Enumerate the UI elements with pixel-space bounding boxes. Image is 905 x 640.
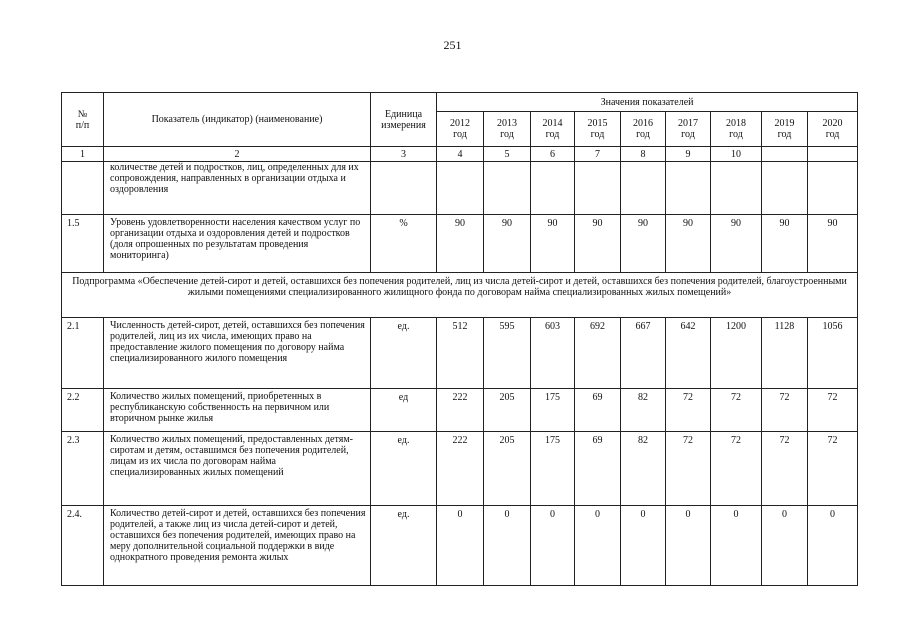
- row-number: 2.1: [62, 318, 104, 389]
- year-header: [762, 112, 808, 147]
- column-number: 4: [437, 147, 484, 162]
- column-number: 10: [711, 147, 762, 162]
- value-cell: 0: [484, 506, 531, 586]
- value-cell: 90: [762, 215, 808, 273]
- year-header: [666, 112, 711, 147]
- year-header: [621, 112, 666, 147]
- row-number: 2.4.: [62, 506, 104, 586]
- year-value: 2020: [822, 118, 843, 129]
- year-header: [531, 112, 575, 147]
- table-row: [62, 432, 858, 506]
- year-suffix: год: [729, 129, 743, 140]
- value-cell: 82: [621, 432, 666, 506]
- column-number: 6: [531, 147, 575, 162]
- year-header: [808, 112, 858, 147]
- value-cell: 692: [575, 318, 621, 389]
- row-number: 2.2: [62, 389, 104, 432]
- value-cell: 667: [621, 318, 666, 389]
- year-header: [575, 112, 621, 147]
- table-row: [62, 318, 858, 389]
- subprogram-row: [62, 273, 858, 318]
- year-value: 2019: [774, 118, 795, 129]
- year-suffix: год: [636, 129, 650, 140]
- value-cell: 90: [575, 215, 621, 273]
- unit-cell: ед: [371, 389, 437, 432]
- column-number: 2: [104, 147, 371, 162]
- value-cell: 90: [808, 215, 858, 273]
- value-cell: 222: [437, 389, 484, 432]
- indicators-table: [61, 92, 858, 586]
- column-number: 3: [371, 147, 437, 162]
- header-values: Значения показателей: [437, 93, 858, 112]
- table-row: [62, 389, 858, 432]
- year-header: [711, 112, 762, 147]
- column-number: 1: [62, 147, 104, 162]
- value-cell: 512: [437, 318, 484, 389]
- table-row: [62, 215, 858, 273]
- value-cell: 1200: [711, 318, 762, 389]
- column-number: 9: [666, 147, 711, 162]
- column-number: 7: [575, 147, 621, 162]
- value-cell: 0: [808, 506, 858, 586]
- subprogram-title: Подпрограмма «Обеспечение детей-сирот и детей, оставшихся без попечения родителей, лиц из числа детей-сирот и детей, оставшихся без попечения родителей, благоустроенными жилыми помещениями специализированного жилищного фонда по договорам найма специализированных жилых помещений»: [62, 273, 858, 318]
- value-cell: 72: [666, 432, 711, 506]
- page-number: 251: [443, 38, 462, 52]
- year-header: [437, 112, 484, 147]
- value-cell: 0: [762, 506, 808, 586]
- indicator-text: Количество жилых помещений, предоставленных детям-сиротам и детям, оставшимся без попечения родителей, лицам из их числа по договорам найма специализированных жилых помещений: [104, 432, 371, 506]
- value-cell: 90: [437, 215, 484, 273]
- value-cell: 90: [484, 215, 531, 273]
- header-unit: Единица измерения: [371, 93, 437, 147]
- value-cell: 205: [484, 432, 531, 506]
- column-number: [808, 147, 858, 162]
- value-cell: 72: [762, 432, 808, 506]
- year-suffix: год: [590, 129, 605, 140]
- value-cell: 0: [531, 506, 575, 586]
- unit-cell: ед.: [371, 506, 437, 586]
- indicator-text: Количество детей-сирот и детей, оставшихся без попечения родителей, а также лиц из числа детей-сирот и детей, оставшихся без попечения родителей, имеющих право на меру дополнительной социальной поддержки в виде однократного проведения ремонта жилых: [104, 506, 371, 586]
- column-number: 8: [621, 147, 666, 162]
- unit-cell: ед.: [371, 318, 437, 389]
- year-header: [484, 112, 531, 147]
- continuation-text: количестве детей и подростков, лиц, определенных для их сопровождения, направленных в организации отдыха и оздоровления: [104, 162, 371, 215]
- year-value: 2015: [587, 118, 608, 129]
- column-number: 5: [484, 147, 531, 162]
- value-cell: 595: [484, 318, 531, 389]
- header-num: № п/п: [62, 93, 104, 147]
- indicator-text: Численность детей-сирот, детей, оставшихся без попечения родителей, лиц из их числа, имеющих право на предоставление жилого помещения по договору найма специализированного жилого помещения: [104, 318, 371, 389]
- column-numbers-row: [62, 147, 858, 162]
- value-cell: 642: [666, 318, 711, 389]
- column-number: [762, 147, 808, 162]
- year-value: 2017: [678, 118, 698, 129]
- year-suffix: год: [500, 129, 514, 140]
- year-suffix: год: [681, 129, 695, 140]
- year-suffix: год: [453, 129, 467, 140]
- table-row: [62, 506, 858, 586]
- value-cell: 90: [531, 215, 575, 273]
- value-cell: 69: [575, 389, 621, 432]
- value-cell: 72: [762, 389, 808, 432]
- value-cell: 90: [666, 215, 711, 273]
- year-suffix: год: [825, 129, 840, 140]
- year-value: 2016: [633, 118, 653, 129]
- value-cell: 175: [531, 389, 575, 432]
- value-cell: 90: [621, 215, 666, 273]
- value-cell: 175: [531, 432, 575, 506]
- unit-cell: ед.: [371, 432, 437, 506]
- value-cell: 1056: [808, 318, 858, 389]
- value-cell: 90: [711, 215, 762, 273]
- value-cell: 72: [808, 389, 858, 432]
- value-cell: 0: [621, 506, 666, 586]
- value-cell: 72: [666, 389, 711, 432]
- row-number: 1.5: [62, 215, 104, 273]
- row-number: 2.3: [62, 432, 104, 506]
- value-cell: 72: [808, 432, 858, 506]
- value-cell: 0: [575, 506, 621, 586]
- value-cell: 0: [711, 506, 762, 586]
- year-value: 2013: [497, 118, 517, 129]
- unit-cell: %: [371, 215, 437, 273]
- year-value: 2012: [450, 118, 470, 129]
- indicator-text: Количество жилых помещений, приобретенных в республиканскую собственность на первичном или вторичном рынке жилья: [104, 389, 371, 432]
- value-cell: 603: [531, 318, 575, 389]
- year-value: 2014: [542, 118, 563, 129]
- value-cell: 69: [575, 432, 621, 506]
- value-cell: 82: [621, 389, 666, 432]
- year-suffix: год: [545, 129, 560, 140]
- value-cell: 205: [484, 389, 531, 432]
- value-cell: 222: [437, 432, 484, 506]
- year-suffix: год: [777, 129, 792, 140]
- value-cell: 0: [666, 506, 711, 586]
- value-cell: 1128: [762, 318, 808, 389]
- value-cell: 72: [711, 389, 762, 432]
- value-cell: 0: [437, 506, 484, 586]
- indicator-text: Уровень удовлетворенности населения качеством услуг по организации отдыха и оздоровления детей и подростков (доля опрошенных по результатам проведения мониторинга): [104, 215, 371, 273]
- value-cell: 72: [711, 432, 762, 506]
- header-indicator: Показатель (индикатор) (наименование): [104, 93, 371, 147]
- continuation-row: [62, 162, 858, 215]
- year-value: 2018: [726, 118, 746, 129]
